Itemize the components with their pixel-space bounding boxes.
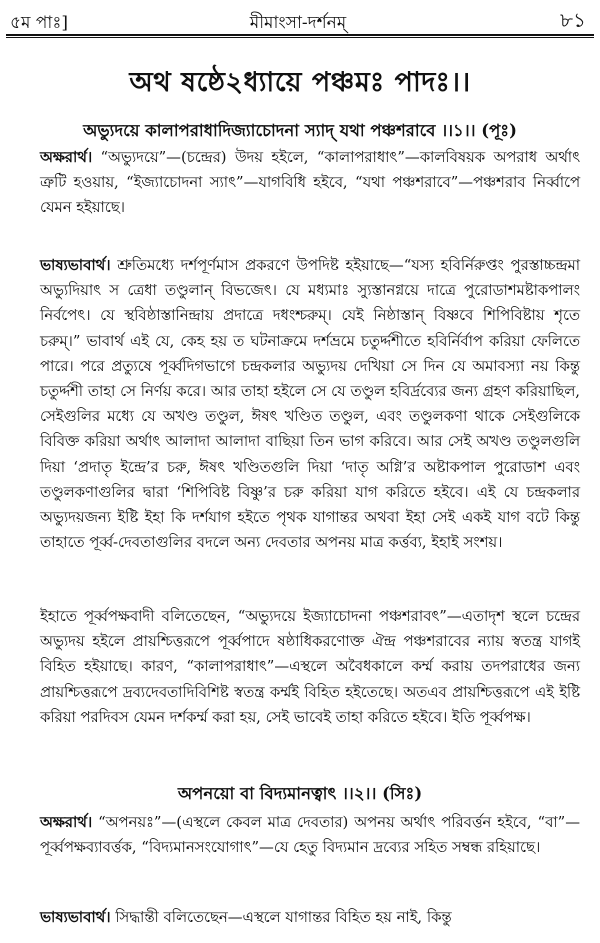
paragraph-bhashya-2 (40, 905, 580, 930)
paragraph-text: সিদ্ধান্তী বলিতেছেন—এস্থলে যাগান্তর বিহিত হয় নাই, কিন্তু (110, 909, 452, 926)
paragraph-purvapaksha (40, 604, 580, 730)
section-marker: ৫ম পাঃ] (10, 13, 69, 33)
paragraph-text: “অপনয়ঃ”—(এস্থলে কেবল মাত্র দেবতার) অপনয় অর্থাৎ পরিবর্ত্তন হইবে, “বা”—পূর্ব্বপক্ষব্যাবর্ত্তক, “বিদ্যমানসংযোগাৎ”—যে হেতু বিদ্যমান দ্রব্যের সহিত সম্বন্ধ রহিয়াছে। (40, 814, 580, 857)
paragraph-lead: অক্ষরার্থ। (40, 814, 93, 831)
paragraph-text: শ্রুতিমধ্যে দর্শপূর্ণমাস প্রকরণে উপদিষ্ট হইয়াছে—“যস্য হবির্নিরুপ্তং পুরস্তাচ্চন্দ্রমা অভ্যুদিয়াৎ স ত্রেধা তণ্ডুলান্ বিভজেৎ। যে মধ্যমাঃ স্যুস্তানগ্নয়ে দাত্রে পুরোডাশমষ্টাকপালং নির্বপেৎ। যে স্থবিষ্ঠাস্তানিন্দ্রায় প্রদাত্রে দধংশ্চরুম্। যেই নিষ্ঠাস্তান্ বিষ্ণবে শিপিবিষ্টায় শৃতে চরুম্।” ভাবার্থ এই যে, কেহ হয় ত ঘটনাক্রমে দর্শভ্রমে চতুর্দ্দশীতে হবির্নির্বাপ করিয়া ফেলিতে পারে। পরে প্রত্যুষে পূর্ব্বদিগভাগে চন্দ্রকলার অভ্যুদয় দেখিয়া সে দিন যে অমাবস্যা নয় কিন্তু চতুর্দ্দশী তাহা সে নির্ণয় করে। আর তাহা হইলে সে যে তণ্ডুল হবির্দ্রব্যের জন্য গ্রহণ করিয়াছিল, সেইগুলির মধ্যে যে অখণ্ড তণ্ডুল, ঈষৎ খণ্ডিত তণ্ডুল, এবং তণ্ডুলকণা থাকে সেইগুলিকে বিবিক্ত করিয়া অর্থাৎ আলাদা আলাদা বাছিয়া তিন ভাগ করিবে। আর সেই অখণ্ড তণ্ডুলগুলি দিয়া ‘প্রদাতৃ ইন্দ্রে’র চরু, ঈষৎ খণ্ডিতগুলি দিয়া ‘দাতৃ অগ্নি’র অষ্টাকপাল পুরোডাশ এবং তণ্ডুলকণাগুলির দ্বারা ‘শিপিবিষ্ট বিষ্ণু’র চরু করিয়া যাগ করিতে হইবে। এই যে চন্দ্রকলার অভ্যুদয়জন্য ইষ্টি ইহা কি দর্শযাগ হইতে পৃথক যাগান্তর অথবা ইহা সেই একই যাগ বটে কিন্তু তাহাতে পূর্ব্ব-দেবতাগুলির বদলে অন্য দেবতার অপনয় মাত্র কর্ত্তব্য, ইহাই সংশয়। (40, 257, 580, 552)
paragraph-lead: ভাষ্যভাবার্থ। (40, 257, 111, 274)
paragraph-lead: ভাষ্যভাবার্থ। (40, 909, 111, 926)
page-number: ৮১ (560, 8, 586, 32)
header-rule-thin (6, 37, 594, 38)
running-title: মীমাংসা-দর্শনম্ (249, 13, 347, 33)
paragraph-text: ইহাতে পূর্ব্বপক্ষবাদী বলিতেছেন, “অভ্যুদয়ে ইজ্যাচোদনা পঞ্চশরাবৎ”—এতাদৃশ স্থলে চন্দ্রের অভ্যুদয় হইলে প্রায়শ্চিত্তরূপে পূর্ব্বপাদে ষষ্ঠাধিকরণোক্ত ঐন্দ্র পঞ্চশরাবের ন্যায় স্বতন্ত্র যাগই বিহিত হইয়াছে। কারণ, “কালাপরাধাৎ”—এস্থলে অবৈধকালে কর্ম্ম করায় তদপরাধের জন্য প্রায়শ্চিত্তরূপে দ্রব্যদেবতাদিবিশিষ্ট স্বতন্ত্র কর্ম্মই বিহিত হইতেছে। অতএব প্রায়শ্চিত্তরূপে এই ইষ্টি করিয়া পরদিবস যেমন দর্শকর্ম্ম করা হয়, সেই ভাবেই তাহা করিতে হইবে। ইতি পূর্ব্বপক্ষ। (40, 608, 580, 726)
paragraph-aksharartha-1 (40, 145, 580, 221)
paragraph-aksharartha-2 (40, 810, 580, 860)
paragraph-lead: অক্ষরার্থ। (40, 149, 93, 166)
paragraph-bhashya-1 (40, 253, 580, 555)
paragraph-text: “অভ্যুদয়ে”—(চন্দ্রের) উদয় হইলে, “কালাপরাধাৎ”—কালবিষয়ক অপরাধ অর্থাৎ ত্রুটি হওয়ায়, “ইজ্যাচোদনা স্যাৎ”—যাগবিধি হইবে, “যথা পঞ্চশরাবে”—পঞ্চশরাব নির্ব্বাপে যেমন হইয়াছে। (40, 149, 580, 217)
sutra-heading-2: অপনয়ো বা বিদ্যমানত্বাৎ ।।২।। (সিঃ) (177, 784, 423, 803)
header-rule (6, 34, 594, 36)
sutra-heading-1: অভ্যুদয়ে কালাপরাধাদিজ্যাচোদনা স্যাদ্ যথা পঞ্চশরাবে ।।১।। (পূঃ) (83, 121, 517, 140)
chapter-title: অথ ষষ্ঠে২ধ্যায়ে পঞ্চমঃ পাদঃ।। (129, 67, 471, 98)
